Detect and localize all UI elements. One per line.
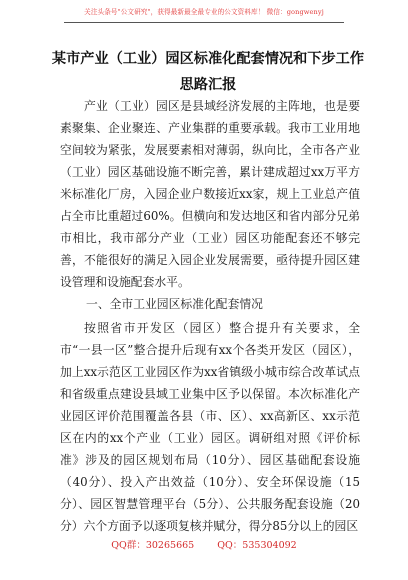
- body-paragraph-1: 产业（工业）园区是县域经济发展的主阵地，也是要素聚集、企业聚连、产业集群的重要承载。我市工业用地空间较为紧张，发展要素相对薄弱，纵向比，全市各产业（工业）园区基础设施不断完善，累计建成超过xx万平方米标准化厂房，入园企业户数接近xx家，规上工业总产值占全市比重超过60%。但横向和发达地区和省内部分兄弟市相比，我市部分产业（工业）园区功能配套还不够完善，不能很好的满足入园企业发展需要，亟待提升园区建设管理和设施配套水平。: [60, 99, 360, 289]
- footer-qq-group: QQ群：30265665: [111, 540, 195, 551]
- document-title: 某市产业（工业）园区标准化配套情况和下步工作思路汇报: [51, 51, 365, 93]
- top-banner: 关注头条号"公文研究"，获得最新最全最专业的公文资料库！ 微信：gongwenyj: [84, 8, 324, 16]
- body-paragraph-2: 按照省市开发区（园区）整合提升有关要求，全市“一县一区”整合提升后现有xx个各类开发区（园区），加上xx示范区工业园区作为xx省镇级小城市综合改革试点和省级重点建设县域工业集中区予以保留。本次标准化产业园区评价范围覆盖各县（市、区）、xx高新区、xx示范区在内的xx个产业（工业）园区。调研组对照《评价标准》涉及的园区规划布局（10分）、园区基础配套设施（40分）、投入产出效益（10分）、安全环保设施（15分）、园区智慧管理平台（5分）、公共服务配套设施（20分）六个方面予以逐项复核并赋分，得分85分以上的园区: [60, 321, 360, 533]
- section-heading-1: 一、全市工业园区标准化配套情况: [86, 297, 263, 311]
- header-divider: [64, 22, 344, 23]
- footer-contact: [0, 537, 408, 551]
- footer-qq: QQ：535304092: [217, 540, 297, 551]
